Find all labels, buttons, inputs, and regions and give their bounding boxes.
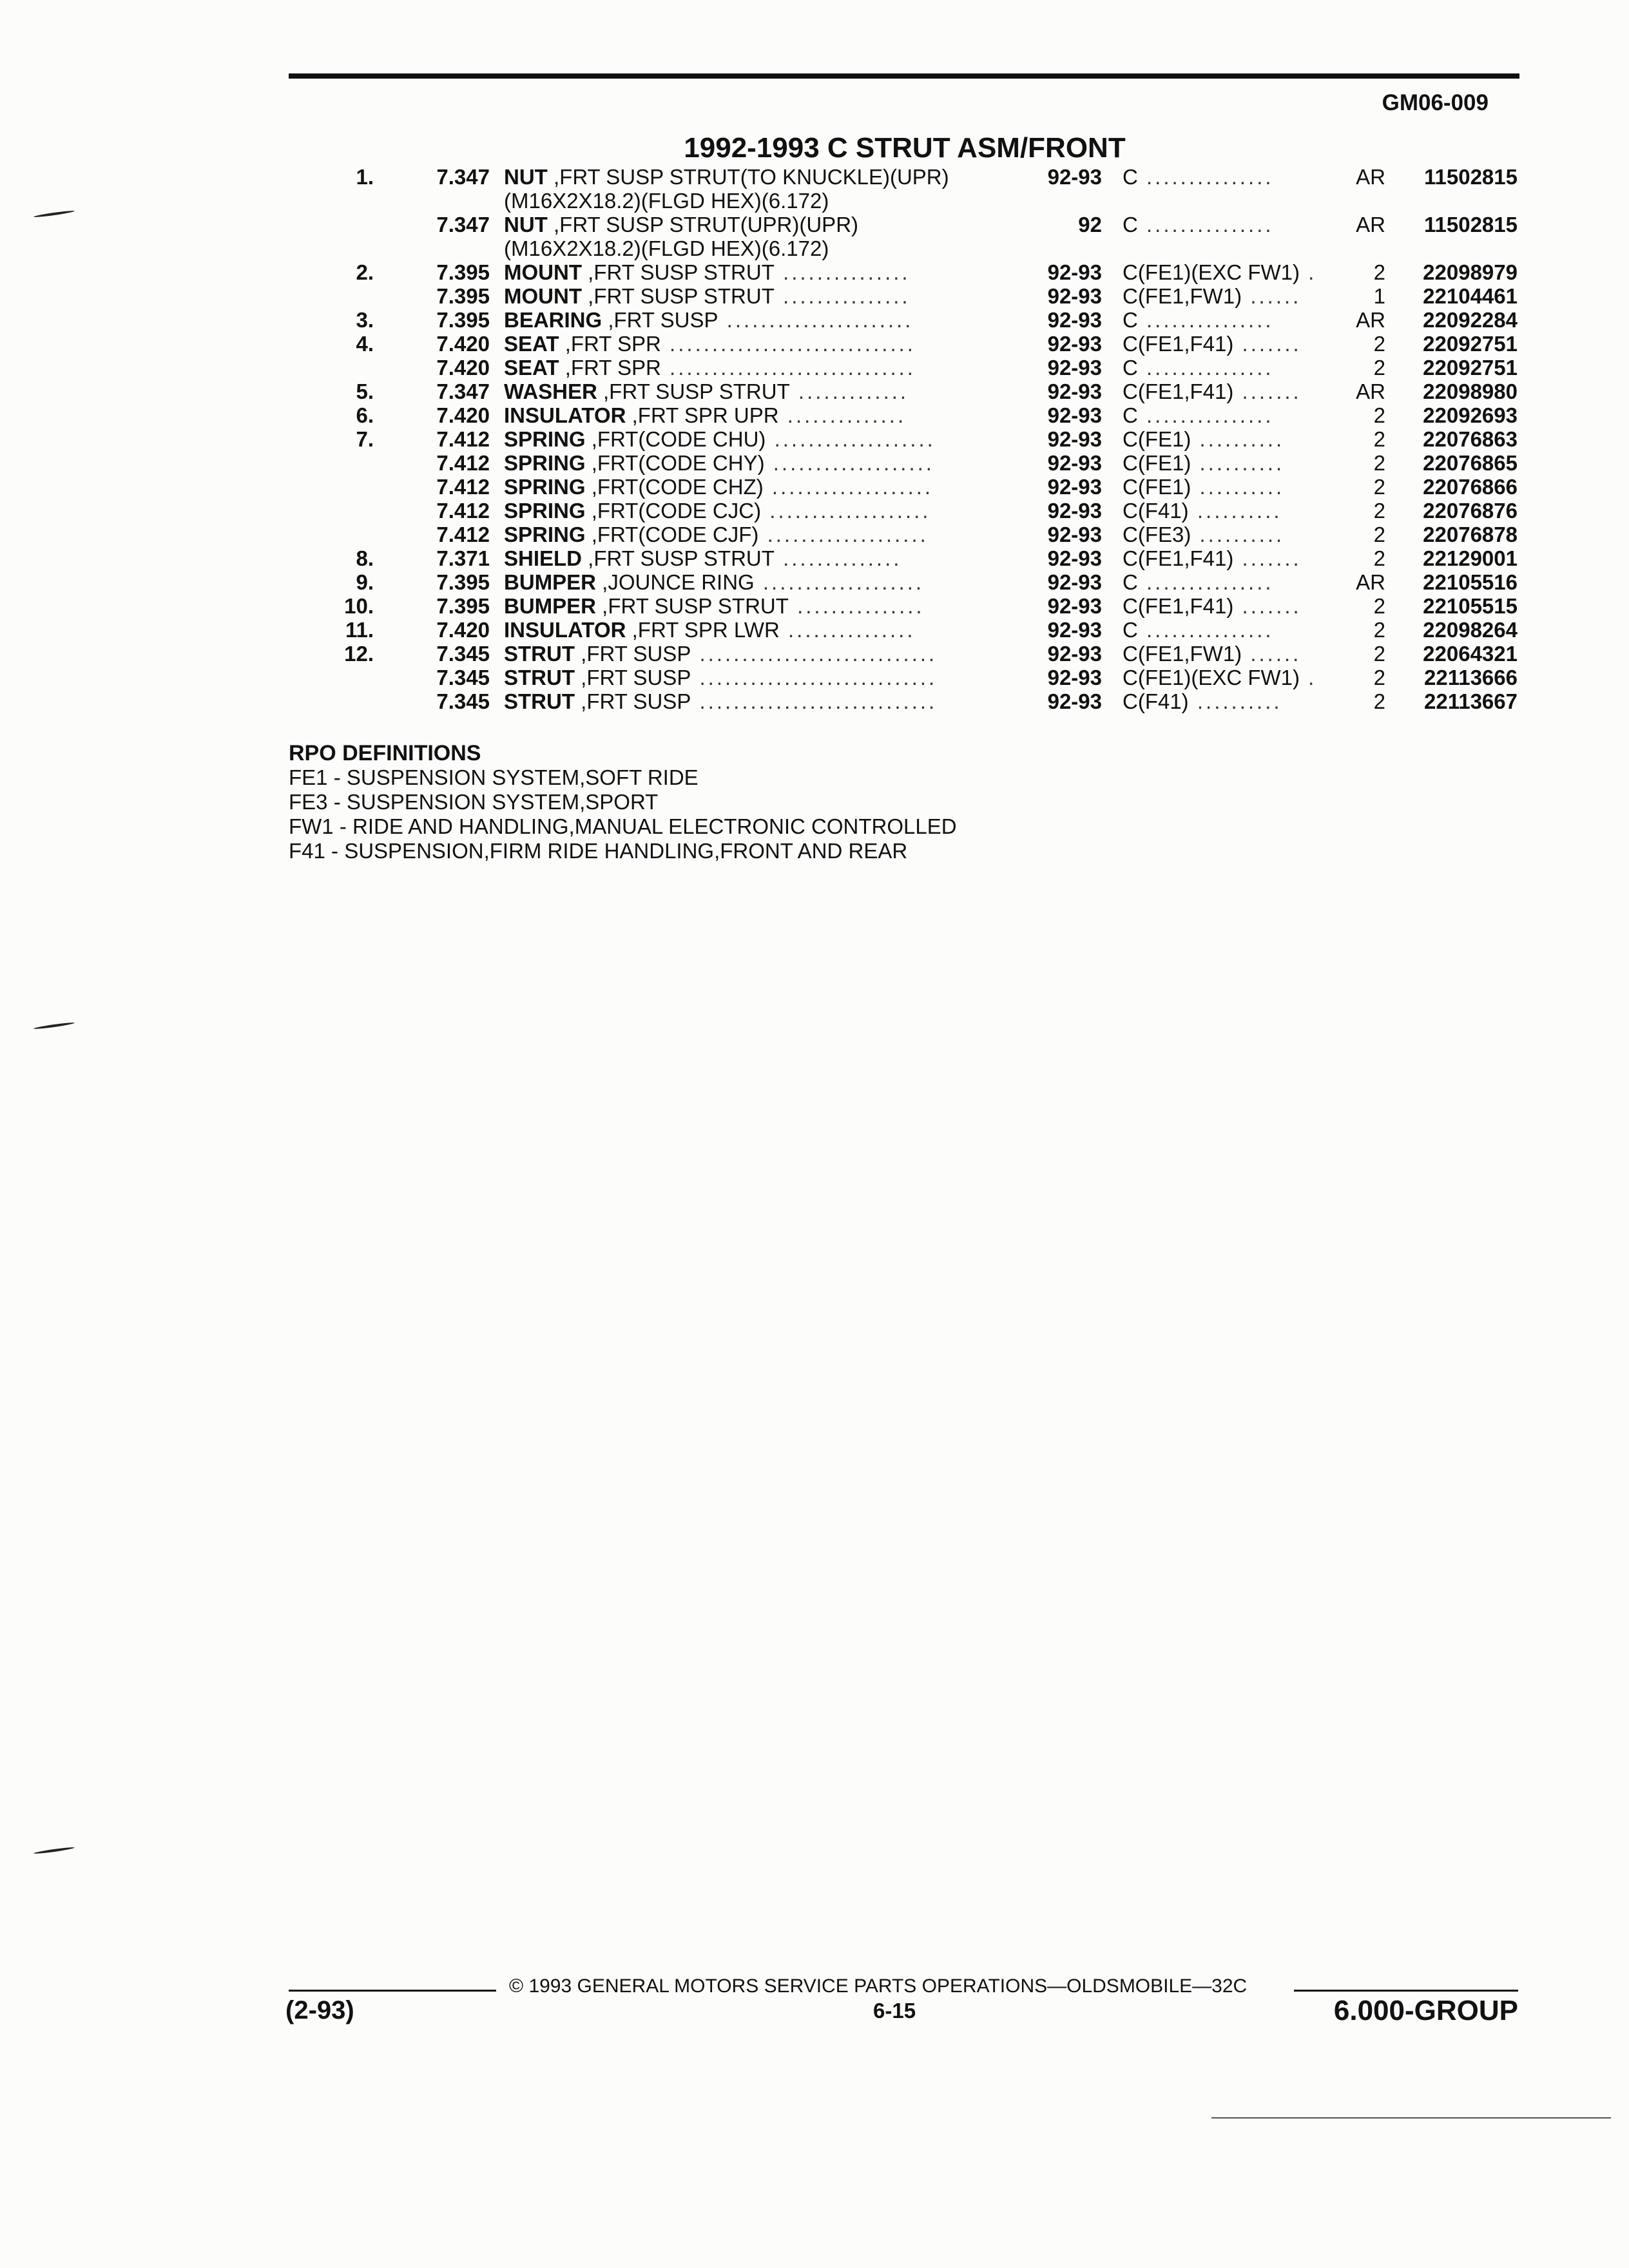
quantity: 2 [1373,356,1385,380]
part-description [504,499,1023,523]
part-description [504,618,1023,642]
leader-dots: ...................... [718,308,914,332]
part-name: STRUT [504,689,575,713]
part-number: 22092693 [1423,403,1518,427]
leader-dots: ............................ [691,642,938,666]
model-years: 92-93 [1047,356,1102,380]
model-code-text: C [1123,618,1138,642]
part-description [504,380,1023,403]
part-description [504,451,1023,475]
part-detail: ,FRT(CODE CHY) [585,451,765,475]
model-years: 92-93 [1047,308,1102,332]
model-years: 92-93 [1047,403,1102,427]
leader-dots: .......... [1191,427,1285,451]
part-number: 22098264 [1423,618,1518,642]
leader-dots: .......... [1188,689,1282,713]
table-row [0,546,1629,570]
group-number: 7.347 [436,165,490,189]
model-code-text: C(FE1,F41) [1123,380,1234,403]
model-code [1123,666,1342,689]
leader-dots: ................... [763,475,934,499]
model-code [1123,356,1342,380]
quantity: AR [1356,165,1385,189]
model-code [1123,499,1342,523]
table-row [0,451,1629,475]
part-number: 22129001 [1423,546,1518,570]
item-number: 10. [344,594,374,618]
quantity: 2 [1373,594,1385,618]
quantity: 2 [1373,523,1385,546]
model-code [1123,403,1342,427]
quantity: 2 [1373,642,1385,666]
leader-dots: ............... [1137,308,1274,332]
part-name: SPRING [504,499,586,523]
part-number: 22098979 [1423,260,1518,284]
group-number: 7.395 [436,284,490,308]
quantity: AR [1356,213,1385,236]
footer-date: (2-93) [285,1996,354,2024]
part-detail: ,FRT SUSP STRUT [581,284,775,308]
model-years: 92-93 [1047,451,1102,475]
quantity: 2 [1373,618,1385,642]
model-years: 92-93 [1047,523,1102,546]
table-row [0,356,1629,380]
model-code [1123,642,1342,666]
part-name: SPRING [504,523,586,546]
group-number: 7.412 [436,427,490,451]
leader-dots: ............. [789,380,909,403]
model-code [1123,475,1342,499]
group-number: 7.345 [436,642,490,666]
group-number: 7.347 [436,213,490,236]
group-number: 7.412 [436,523,490,546]
model-code [1123,427,1342,451]
part-description [504,475,1023,499]
leader-dots: ...... [1242,284,1302,308]
part-number: 22113666 [1423,666,1518,689]
model-code-text: C(F41) [1123,689,1189,713]
leader-dots: .......... [1191,451,1285,475]
model-years: 92-93 [1047,689,1102,713]
table-row [0,523,1629,546]
part-name: SPRING [504,451,586,475]
model-code-text: C(FE1)(EXC FW1) [1123,666,1300,689]
part-description [504,546,1023,570]
table-row [0,308,1629,332]
part-description [504,570,1023,594]
rpo-line: F41 - SUSPENSION,FIRM RIDE HANDLING,FRONT AND REAR [289,839,908,863]
table-row [0,213,1629,236]
part-description [504,213,1023,236]
part-number: 22105515 [1423,594,1518,618]
model-code-text: C [1123,570,1138,594]
item-number: 7. [356,427,374,451]
part-name: MOUNT [504,284,582,308]
leader-dots: ............................. [660,356,916,380]
part-description [504,427,1023,451]
item-number: 2. [356,260,374,284]
model-code-text: C [1123,403,1138,427]
group-number: 7.420 [436,618,490,642]
leader-dots: ............... [1137,570,1274,594]
part-description [504,165,1023,189]
table-row [0,475,1629,499]
quantity: 1 [1373,284,1385,308]
model-code-text: C(FE1)(EXC FW1) [1123,260,1300,284]
leader-dots: ............................. [660,332,916,356]
leader-dots: ................... [754,570,925,594]
part-detail: ,FRT(CODE CJF) [585,523,759,546]
leader-dots: ............... [1137,356,1274,380]
leader-dots: ............... [774,260,911,284]
quantity: AR [1356,570,1385,594]
model-years: 92-93 [1047,260,1102,284]
leader-dots: . [1300,260,1317,284]
model-code-text: C(FE1,F41) [1123,332,1234,356]
part-number: 22098980 [1423,380,1518,403]
model-years: 92 [1078,213,1102,236]
part-description-continued: (M16X2X18.2)(FLGD HEX)(6.172) [504,189,829,213]
part-description [504,523,1023,546]
rpo-line: FW1 - RIDE AND HANDLING,MANUAL ELECTRONIC CONTROLLED [289,814,957,838]
part-name: SHIELD [504,546,583,570]
part-description [504,642,1023,666]
part-name: STRUT [504,642,575,666]
part-detail: ,FRT SUSP STRUT [596,594,789,618]
part-description [504,689,1023,713]
model-code-text: C(FE1,F41) [1123,594,1234,618]
leader-dots: . [1300,666,1317,689]
part-detail: ,FRT SUSP STRUT(TO KNUCKLE)(UPR) [547,165,949,189]
group-number: 7.420 [436,403,490,427]
quantity: 2 [1373,403,1385,427]
group-number: 7.420 [436,356,490,380]
model-code [1123,260,1342,284]
part-name: SPRING [504,427,586,451]
model-years: 92-93 [1047,475,1102,499]
table-row [0,570,1629,594]
model-code [1123,332,1342,356]
part-number: 11502815 [1423,165,1518,189]
item-number: 12. [344,642,374,666]
footer-rule-left [289,1990,496,1992]
model-code-text: C [1123,356,1138,380]
rpo-heading: RPO DEFINITIONS [289,741,481,765]
footer-page-number: 6-15 [873,1999,916,2023]
table-row [0,499,1629,523]
quantity: AR [1356,308,1385,332]
group-number: 7.395 [436,570,490,594]
part-number: 22076863 [1423,427,1518,451]
quantity: 2 [1373,332,1385,356]
part-name: STRUT [504,666,575,689]
item-number: 8. [356,546,374,570]
header-rule [289,73,1519,79]
part-description [504,666,1023,689]
model-code [1123,451,1342,475]
model-years: 92-93 [1047,499,1102,523]
leader-dots: ............... [788,594,925,618]
part-number: 22105516 [1423,570,1518,594]
group-number: 7.395 [436,260,490,284]
leader-dots: .............. [774,546,902,570]
group-number: 7.412 [436,475,490,499]
group-number: 7.345 [436,689,490,713]
binder-hole-mark [34,1847,75,1855]
table-row [0,618,1629,642]
quantity: 2 [1373,451,1385,475]
part-detail: ,FRT SPR [559,356,661,380]
model-code-text: C(FE1) [1123,427,1191,451]
group-number: 7.412 [436,499,490,523]
page-title: 1992-1993 C STRUT ASM/FRONT [684,132,1126,164]
model-code [1123,308,1342,332]
group-number: 7.420 [436,332,490,356]
leader-dots: ............... [1137,403,1274,427]
part-detail: ,FRT SUSP STRUT(UPR)(UPR) [547,213,859,236]
group-number: 7.345 [436,666,490,689]
part-name: SEAT [504,332,559,356]
item-number: 4. [356,332,374,356]
table-row [0,165,1629,189]
group-number: 7.395 [436,594,490,618]
part-name: BEARING [504,308,602,332]
part-number: 22076866 [1423,475,1518,499]
part-detail: ,FRT(CODE CHU) [585,427,766,451]
quantity: 2 [1373,499,1385,523]
model-code-text: C [1123,165,1138,189]
part-description [504,260,1023,284]
part-detail: ,FRT SPR UPR [626,403,779,427]
model-code [1123,546,1342,570]
part-name: INSULATOR [504,403,626,427]
quantity: 2 [1373,475,1385,499]
leader-dots: .......... [1188,499,1282,523]
part-name: BUMPER [504,594,597,618]
leader-dots: ....... [1233,546,1302,570]
quantity: AR [1356,380,1385,403]
quantity: 2 [1373,260,1385,284]
table-row [0,260,1629,284]
model-code-text: C(FE1,FW1) [1123,284,1242,308]
model-code-text: C(FE1,FW1) [1123,642,1242,666]
leader-dots: ............... [779,618,916,642]
model-code [1123,213,1342,236]
model-code-text: C(F41) [1123,499,1189,523]
document-code: GM06-009 [1382,90,1489,115]
group-number: 7.347 [436,380,490,403]
model-code [1123,284,1342,308]
binder-hole-mark [34,1022,75,1030]
part-detail: ,FRT(CODE CHZ) [585,475,764,499]
table-row [0,689,1629,713]
leader-dots: ....... [1233,380,1302,403]
quantity: 2 [1373,427,1385,451]
part-description [504,356,1023,380]
item-number: 3. [356,308,374,332]
model-code-text: C(FE1) [1123,475,1191,499]
leader-dots: ............... [1137,165,1274,189]
table-row [0,403,1629,427]
model-years: 92-93 [1047,642,1102,666]
part-detail: ,FRT SUSP [602,308,718,332]
part-number: 11502815 [1423,213,1518,236]
model-code-text: C [1123,308,1138,332]
model-code [1123,570,1342,594]
leader-dots: ............... [1137,213,1274,236]
footer-group: 6.000-GROUP [1333,1995,1518,2026]
model-years: 92-93 [1047,427,1102,451]
leader-dots: ...... [1242,642,1302,666]
part-name: MOUNT [504,260,582,284]
part-name: NUT [504,165,548,189]
model-years: 92-93 [1047,165,1102,189]
part-number: 22092284 [1423,308,1518,332]
leader-dots: ....... [1233,332,1302,356]
rpo-line: FE1 - SUSPENSION SYSTEM,SOFT RIDE [289,765,699,789]
leader-dots: ....... [1233,594,1302,618]
part-detail: ,FRT(CODE CJC) [585,499,762,523]
model-years: 92-93 [1047,666,1102,689]
part-detail: ,JOUNCE RING [596,570,755,594]
footer-rule-right [1294,1990,1518,1992]
leader-dots: ............... [774,284,911,308]
model-years: 92-93 [1047,618,1102,642]
part-description-continued: (M16X2X18.2)(FLGD HEX)(6.172) [504,236,829,260]
part-name: BUMPER [504,570,597,594]
item-number: 5. [356,380,374,403]
item-number: 1. [356,165,374,189]
leader-dots: ............... [1137,618,1274,642]
part-detail: ,FRT SUSP [575,666,691,689]
leader-dots: .......... [1191,475,1285,499]
part-number: 22076876 [1423,499,1518,523]
model-years: 92-93 [1047,380,1102,403]
table-row [0,666,1629,689]
leader-dots: ............................ [691,666,938,689]
part-name: INSULATOR [504,618,626,642]
model-code-text: C [1123,213,1138,236]
part-detail: ,FRT SPR LWR [626,618,780,642]
rpo-line: FE3 - SUSPENSION SYSTEM,SPORT [289,790,659,814]
quantity: 2 [1373,546,1385,570]
table-row [0,642,1629,666]
part-description [504,403,1023,427]
part-detail: ,FRT SPR [559,332,661,356]
model-years: 92-93 [1047,570,1102,594]
part-number: 22076878 [1423,523,1518,546]
leader-dots: ................... [764,451,934,475]
part-name: SEAT [504,356,559,380]
part-detail: ,FRT SUSP STRUT [582,546,775,570]
part-number: 22113667 [1423,689,1518,713]
part-number: 22104461 [1423,284,1518,308]
leader-dots: ................... [761,499,931,523]
part-number: 22064321 [1423,642,1518,666]
model-code [1123,689,1342,713]
model-years: 92-93 [1047,594,1102,618]
part-description [504,332,1023,356]
item-number: 6. [356,403,374,427]
table-row [0,284,1629,308]
quantity: 2 [1373,689,1385,713]
item-number: 9. [356,570,374,594]
leader-dots: .......... [1191,523,1285,546]
table-row [0,380,1629,403]
group-number: 7.412 [436,451,490,475]
part-detail: ,FRT SUSP [575,642,691,666]
model-code [1123,380,1342,403]
model-years: 92-93 [1047,332,1102,356]
part-detail: ,FRT SUSP STRUT [597,380,790,403]
part-number: 22092751 [1423,332,1518,356]
model-code-text: C(FE1) [1123,451,1191,475]
table-row-continuation [0,236,1629,260]
table-row [0,427,1629,451]
part-name: SPRING [504,475,586,499]
footer-copyright: © 1993 GENERAL MOTORS SERVICE PARTS OPERATIONS—OLDSMOBILE—32C [509,1975,1248,1997]
group-number: 7.395 [436,308,490,332]
part-number: 22076865 [1423,451,1518,475]
item-number: 11. [345,618,374,642]
quantity: 2 [1373,666,1385,689]
table-row [0,594,1629,618]
part-description [504,284,1023,308]
model-code [1123,165,1342,189]
model-code-text: C(FE3) [1123,523,1191,546]
part-name: NUT [504,213,548,236]
scan-edge-line [1211,2117,1611,2119]
group-number: 7.371 [436,546,490,570]
part-detail: ,FRT SUSP [575,689,691,713]
table-row-continuation [0,189,1629,213]
model-code-text: C(FE1,F41) [1123,546,1234,570]
leader-dots: ................... [766,427,936,451]
leader-dots: ............................ [691,689,938,713]
model-years: 92-93 [1047,284,1102,308]
part-number: 22092751 [1423,356,1518,380]
model-code [1123,618,1342,642]
table-row [0,332,1629,356]
part-name: WASHER [504,380,597,403]
part-detail: ,FRT SUSP STRUT [581,260,775,284]
leader-dots: .............. [778,403,907,427]
leader-dots: ................... [758,523,929,546]
part-description [504,308,1023,332]
model-code [1123,523,1342,546]
part-description [504,594,1023,618]
model-code [1123,594,1342,618]
model-years: 92-93 [1047,546,1102,570]
